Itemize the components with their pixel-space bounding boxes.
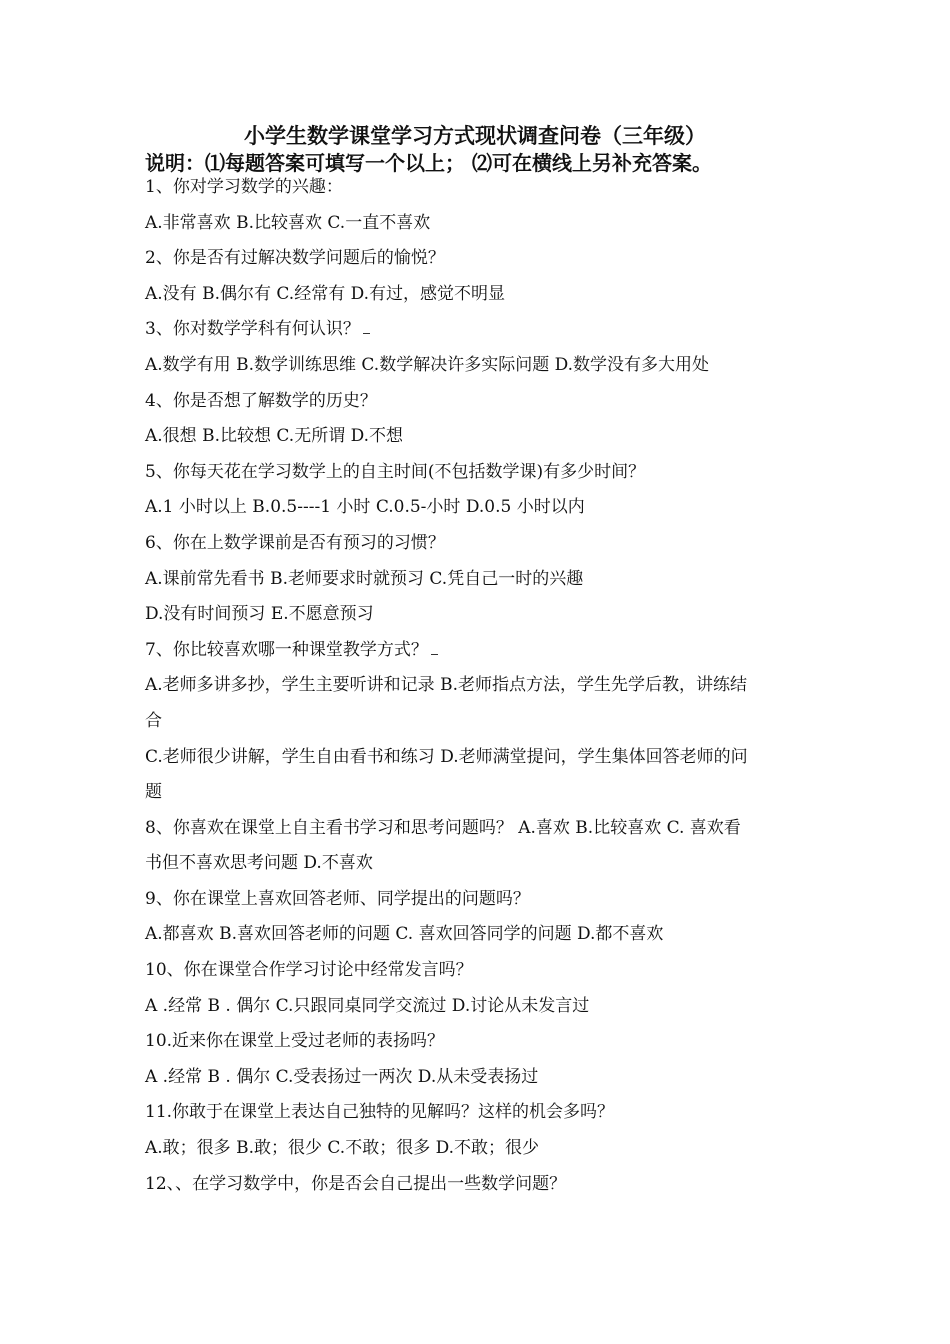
options-1: A.非常喜欢 B.比较喜欢 C.一直不喜欢 [145,212,431,233]
options-7-b-cont: 题 [145,782,162,803]
question-11: 11.你敢于在课堂上表达自己独特的见解吗？这样的机会多吗？ [145,1102,615,1123]
options-6-b: D.没有时间预习 E.不愿意预习 [145,604,374,625]
question-9: 9、你在课堂上喜欢回答老师、同学提出的问题吗？ [145,888,530,909]
options-7-b: C.老师很少讲解，学生自由看书和练习 D.老师满堂提问，学生集体回答老师的问 [145,746,748,767]
options-5: A.1 小时以上 B.0.5----1 小时 C.0.5-小时 D.0.5 小时以内 [145,497,585,518]
question-7-text: 7、你比较喜欢哪一种课堂教学方式？ [145,639,428,660]
options-3: A.数学有用 B.数学训练思维 C.数学解决许多实际问题 D.数学没有多大用处 [145,354,710,375]
questionnaire-body [145,170,815,1202]
question-3-text: 3、你对数学学科有何认识？ [145,319,360,340]
options-7-a: A.老师多讲多抄，学生主要听讲和记录 B.老师指点方法，学生先学后教，讲练结 [145,675,747,696]
options-10: A .经常 B . 偶尔 C.只跟同桌同学交流过 D.讨论从未发言过 [145,995,590,1016]
options-9: A.都喜欢 B.喜欢回答老师的问题 C. 喜欢回答同学的问题 D.都不喜欢 [145,924,664,945]
options-4: A.很想 B.比较想 C.无所谓 D.不想 [145,426,404,447]
question-12: 12、、在学习数学中，你是否会自己提出一些数学问题？ [145,1173,567,1194]
question-8-cont: 书但不喜欢思考问题 D.不喜欢 [145,853,373,874]
options-11: A.敢；很多 B.敢；很少 C.不敢；很多 D.不敢；很少 [145,1138,540,1159]
question-6: 6、你在上数学课前是否有预习的习惯？ [145,532,445,553]
instructions-note: 说明：⑴每题答案可填写一个以上； ⑵可在横线上另补充答案。 [145,151,712,175]
options-2: A.没有 B.偶尔有 C.经常有 D.有过，感觉不明显 [145,283,506,304]
question-2: 2、你是否有过解决数学问题后的愉悦？ [145,248,445,269]
answer-blank [363,318,370,334]
page-title: 小学生数学课堂学习方式现状调查问卷（三年级） [244,123,706,148]
question-5: 5、你每天花在学习数学上的自主时间(不包括数学课)有多少时间？ [145,461,646,482]
question-10: 10、你在课堂合作学习讨论中经常发言吗？ [145,960,473,981]
question-8: 8、你喜欢在课堂上自主看书学习和思考问题吗？ A.喜欢 B.比较喜欢 C. 喜欢看 [145,817,741,838]
question-10b: 10.近来你在课堂上受过老师的表扬吗？ [145,1031,445,1052]
question-4: 4、你是否想了解数学的历史？ [145,390,377,411]
options-7-a-cont: 合 [145,710,162,731]
question-1: 1、你对学习数学的兴趣： [145,177,343,197]
question-7 [145,633,815,669]
answer-blank [431,639,438,655]
question-3 [145,312,815,348]
options-6-a: A.课前常先看书 B.老师要求时就预习 C.凭自己一时的兴趣 [145,568,584,589]
options-10b: A .经常 B . 偶尔 C.受表扬过一两次 D.从未受表扬过 [145,1066,539,1087]
